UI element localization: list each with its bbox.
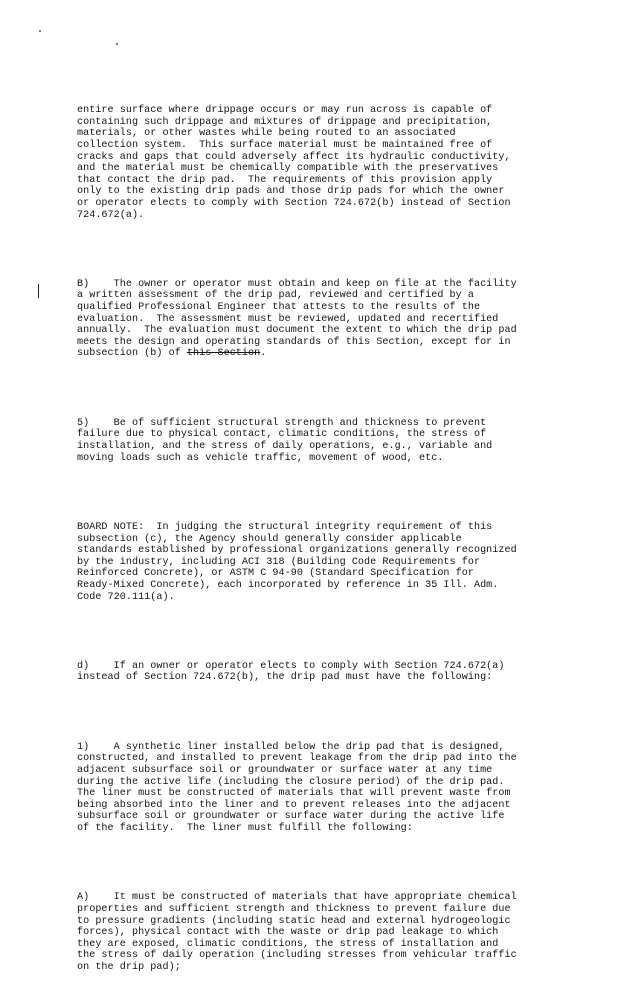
text-line: moving loads such as vehicle traffic, movement of wood, etc. xyxy=(77,452,444,464)
scan-speck xyxy=(39,30,41,32)
paragraph-board-note xyxy=(77,499,547,627)
text-line: subsurface soil or groundwater or surface water during the active life xyxy=(77,811,505,823)
text-line: constructed, and installed to prevent leakage from the drip pad into the xyxy=(77,753,517,765)
text-line: subsection (c), the Agency should generally consider applicable xyxy=(77,533,462,545)
text-line: Code 720.111(a). xyxy=(77,591,175,603)
text-line: and the material must be chemically compatible with the preservatives xyxy=(77,163,499,175)
text-line: failure due to physical contact, climatic conditions, the stress of xyxy=(77,429,487,441)
text-line: that contact the drip pad. The requirements of this provision apply xyxy=(77,174,493,186)
text-segment: subsection (b) of xyxy=(77,348,187,360)
text-line: by the industry, including ACI 318 (Building Code Requirements for xyxy=(77,556,481,568)
text-line: entire surface where drippage occurs or may run across is capable of xyxy=(77,105,493,117)
paragraph-1 xyxy=(77,719,547,858)
text-line: forces), physical contact with the waste or drip pad leakage to which xyxy=(77,927,499,939)
document-body xyxy=(77,82,547,1008)
paragraph-A xyxy=(77,869,547,997)
text-line: installation, and the stress of daily operations, e.g., variable and xyxy=(77,441,493,452)
text-line: containing such drippage and mixtures of drippage and precipitation, xyxy=(77,116,493,128)
text-line: instead of Section 724.672(b), the drip pad must have the following: xyxy=(77,672,493,684)
text-line: they are exposed, climatic conditions, the stress of installation and xyxy=(77,938,499,950)
text-line: Ready-Mixed Concrete), each incorporated by reference in 35 Ill. Adm. xyxy=(77,579,499,591)
text-line: the stress of daily operation (including stresses from vehicular traffic xyxy=(77,950,517,962)
text-line: during the active life (including the closure period) of the drip pad. xyxy=(77,776,505,788)
text-line: The liner must be constructed of materials that will prevent waste from xyxy=(77,788,511,800)
text-line: a written assessment of the drip pad, reviewed and certified by a xyxy=(77,290,474,302)
text-line: B) The owner or operator must obtain and keep on file at the facility xyxy=(77,278,517,290)
text-line: properties and sufficient strength and thickness to prevent failure due xyxy=(77,903,511,915)
text-segment: . xyxy=(260,348,267,360)
text-line: cracks and gaps that could adversely affect its hydraulic conductivity, xyxy=(77,151,511,163)
text-line: A) It must be constructed of materials that have appropriate chemical xyxy=(77,892,517,904)
text-line: adjacent subsurface soil or groundwater or surface water at any time xyxy=(77,765,493,777)
text-line: standards established by professional organizations generally recognized xyxy=(77,545,517,557)
text-line: d) If an owner or operator elects to comply with Section 724.672(a) xyxy=(77,660,505,672)
text-line: materials, or other wastes while being routed to an associated xyxy=(77,128,456,140)
text-line: being absorbed into the liner and to prevent releases into the adjacent xyxy=(77,799,511,811)
text-line: meets the design and operating standards of this Section, except for in xyxy=(77,336,511,348)
paragraph-continuation xyxy=(77,82,547,244)
text-line: qualified Professional Engineer that attests to the results of the xyxy=(77,302,481,314)
text-line: collection system. This surface material must be maintained free of xyxy=(77,139,493,151)
paragraph-5 xyxy=(77,395,547,488)
text-line-with-strikeout xyxy=(77,348,547,360)
text-line: on the drip pad); xyxy=(77,961,181,973)
text-line: or operator elects to comply with Section 724.672(b) instead of Section xyxy=(77,197,511,209)
revision-change-bar xyxy=(38,284,39,298)
text-line: annually. The evaluation must document the extent to which the drip pad xyxy=(77,325,517,337)
text-line: Reinforced Concrete), or ASTM C 94-90 (Standard Specification for xyxy=(77,568,474,580)
scan-speck xyxy=(116,43,118,45)
text-line: only to the existing drip pads and those drip pads for which the owner xyxy=(77,186,505,198)
text-line: 724.672(a). xyxy=(77,209,145,221)
text-line: evaluation. The assessment must be reviewed, updated and recertified xyxy=(77,313,499,325)
text-line: 1) A synthetic liner installed below the drip pad that is designed, xyxy=(77,741,505,753)
paragraph-d xyxy=(77,638,547,708)
text-line: to pressure gradients (including static head and external hydrogeologic xyxy=(77,915,511,927)
paragraph-B xyxy=(77,256,547,384)
struck-text: this Section xyxy=(186,348,261,360)
text-line: BOARD NOTE: In judging the structural integrity requirement of this xyxy=(77,521,493,533)
text-line: of the facility. The liner must fulfill the following: xyxy=(77,822,413,834)
text-line: 5) Be of sufficient structural strength and thickness to prevent xyxy=(77,417,487,429)
